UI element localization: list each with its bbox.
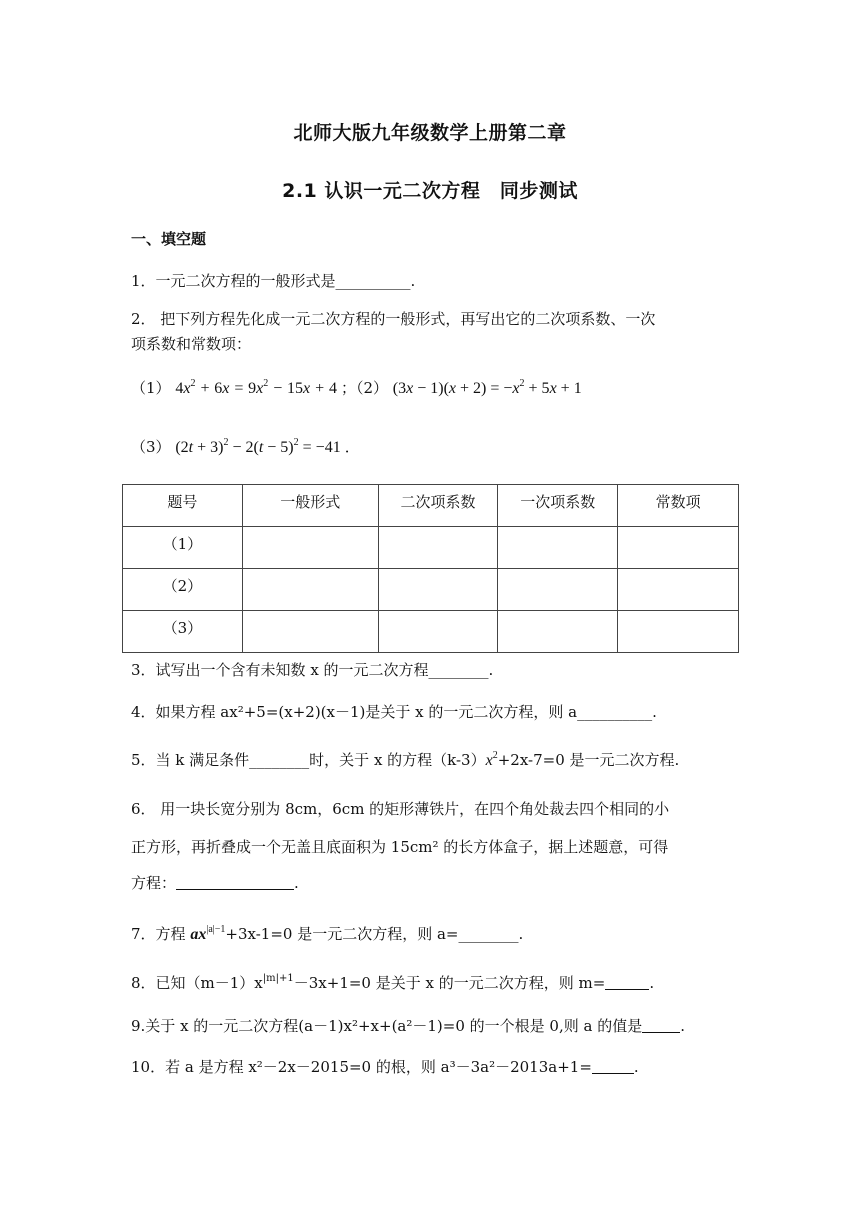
- equation-3: $(2t + 3)^2 - 2(t - 5)^2 = -41$: [175, 437, 341, 456]
- answer-cell[interactable]: [242, 611, 378, 653]
- answer-table: [122, 484, 739, 653]
- answer-blank[interactable]: [605, 975, 649, 990]
- answer-cell[interactable]: [242, 569, 378, 611]
- question-6-line-3: 方程： .: [131, 874, 299, 892]
- equation-2: $(3x - 1)(x + 2) = -x^2 + 5x + 1$: [392, 378, 582, 397]
- row-label: （3）: [123, 611, 243, 653]
- question-5: 5．当 k 满足条件________时，关于 x 的方程$(k-3)x^2+2x-7=0$ 是一元二次方程.: [131, 750, 680, 769]
- question-9: 9.关于 x 的一元二次方程(a－1)x²+x+(a²－1)=0 的一个根是 0,则 a 的值是 .: [131, 1017, 685, 1035]
- question-2-line-1: 2． 把下列方程先化成一元二次方程的一般形式，再写出它的二次项系数、一次: [131, 310, 656, 328]
- table-row: [123, 569, 739, 611]
- question-4: 4．如果方程 ax²+5=(x+2)(x－1)是关于 x 的一元二次方程，则 a__________.: [131, 703, 657, 721]
- answer-cell[interactable]: [618, 569, 739, 611]
- part-1-label: （1）: [131, 379, 171, 397]
- header-cell-linear-coef: 一次项系数: [498, 485, 618, 527]
- question-1: 1．一元二次方程的一般形式是__________.: [131, 272, 416, 290]
- table-row: [123, 611, 739, 653]
- table-row: [123, 527, 739, 569]
- answer-cell[interactable]: [378, 569, 498, 611]
- equation-1: $4x^2 + 6x = 9x^2 - 15x + 4$: [175, 378, 337, 397]
- answer-cell[interactable]: [618, 611, 739, 653]
- answer-cell[interactable]: [498, 527, 618, 569]
- question-3: 3．试写出一个含有未知数 x 的一元二次方程________.: [131, 661, 494, 679]
- table-header-row: [123, 485, 739, 527]
- answer-cell[interactable]: [378, 527, 498, 569]
- q5-x-squared: $x^2$: [485, 750, 498, 769]
- part-2-label: ；（2）: [340, 379, 388, 397]
- question-7: 7．方程 $ax^{|a|-1}+3x-1=0$ 是一元二次方程，则 a=________.: [131, 924, 524, 943]
- header-cell-number: 题号: [123, 485, 243, 527]
- question-6-line-2: 正方形，再折叠成一个无盖且底面积为 15cm² 的长方体盒子，据上述题意，可得: [131, 838, 669, 856]
- question-2-equations-1-2: [131, 378, 582, 399]
- answer-cell[interactable]: [618, 527, 739, 569]
- question-10: 10．若 a 是方程 x²－2x－2015=0 的根，则 a³－3a²－2013a+1= .: [131, 1058, 639, 1076]
- question-8: 8．已知$(m-1)x^{|m|+1}-3x+1=0$ 是关于 x 的一元二次方程，则 m= .: [131, 973, 655, 992]
- document-subtitle: 2.1 认识一元二次方程 同步测试: [282, 180, 578, 202]
- row-label: （1）: [123, 527, 243, 569]
- question-2-line-2: 项系数和常数项：: [131, 335, 252, 353]
- answer-cell[interactable]: [378, 611, 498, 653]
- question-6-line-1: 6． 用一块长宽分别为 8cm，6cm 的矩形薄铁片，在四个角处裁去四个相同的小: [131, 800, 670, 818]
- part-3-label: （3）: [131, 438, 171, 456]
- header-cell-constant: 常数项: [618, 485, 739, 527]
- header-cell-general-form: 一般形式: [242, 485, 378, 527]
- q7-power-term: $ax^{|a|-1}$: [190, 924, 226, 943]
- document-title: 北师大版九年级数学上册第二章: [293, 122, 567, 144]
- answer-blank[interactable]: [642, 1018, 680, 1033]
- section-heading: 一、填空题: [131, 230, 207, 248]
- answer-cell[interactable]: [498, 611, 618, 653]
- answer-cell[interactable]: [242, 527, 378, 569]
- answer-blank[interactable]: [592, 1059, 634, 1074]
- question-2-equation-3: （3） $(2t + 3)^2 - 2(t - 5)^2 = -41$ ．: [131, 437, 360, 456]
- row-label: （2）: [123, 569, 243, 611]
- answer-blank[interactable]: [176, 875, 294, 890]
- answer-cell[interactable]: [498, 569, 618, 611]
- header-cell-quadratic-coef: 二次项系数: [378, 485, 498, 527]
